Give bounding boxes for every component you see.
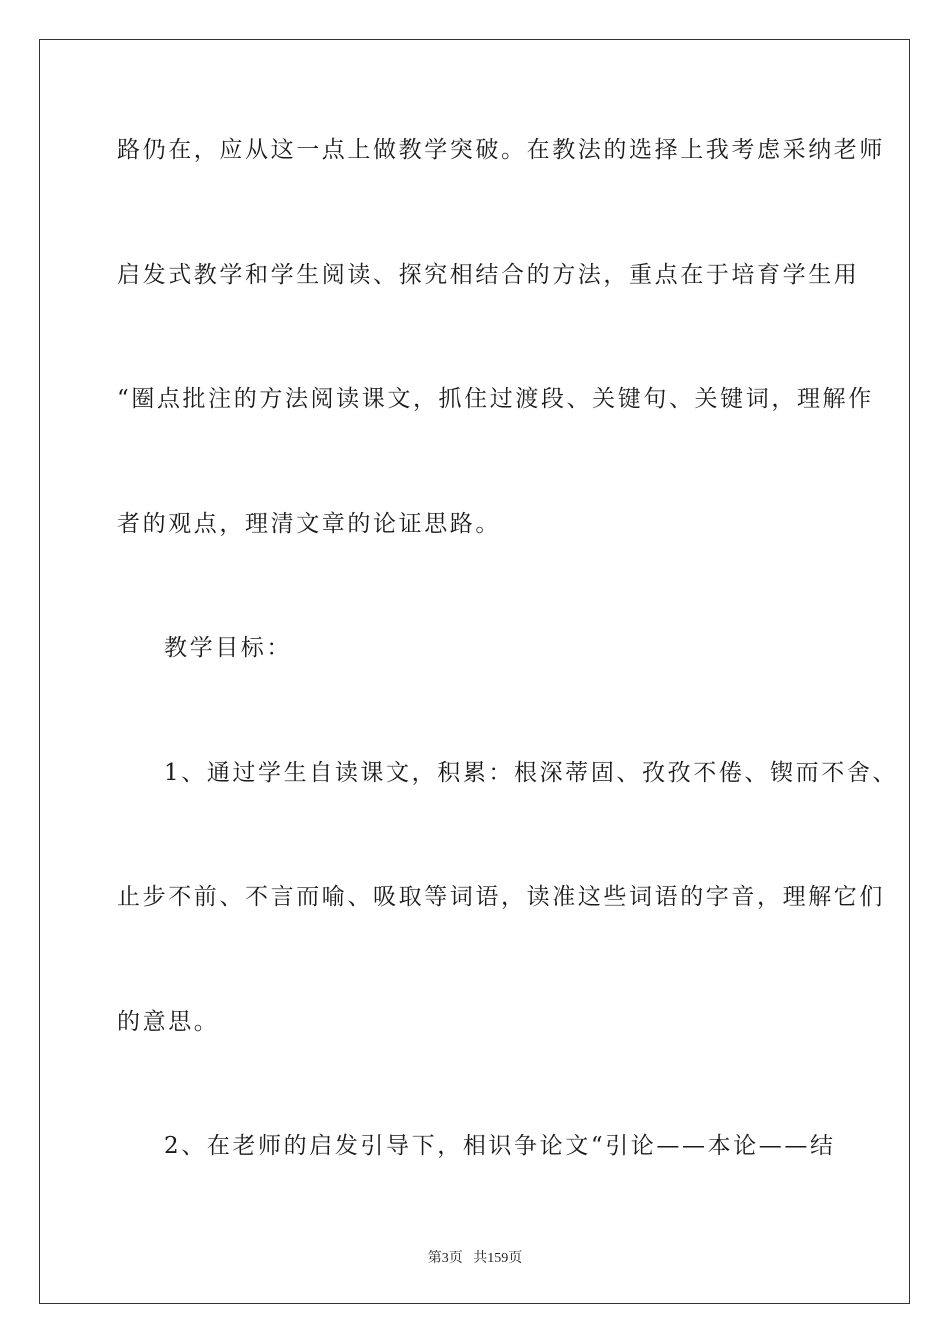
page-total: 共159页	[473, 1251, 523, 1266]
body-text-line: 启发式教学和学生阅读、探究相结合的方法，重点在于培育学生用	[117, 262, 860, 288]
body-text-line: 路仍在，应从这一点上做教学突破。在教法的选择上我考虑采纳老师	[117, 137, 885, 163]
page-number: 第3页	[427, 1251, 463, 1266]
body-text-line: “圈点批注的方法阅读课文，抓住过渡段、关键句、关键词，理解作	[117, 386, 874, 412]
section-heading: 教学目标：	[164, 635, 292, 661]
body-text-line: 止步不前、不言而喻、吸取等词语，读准这些词语的字音，理解它们	[117, 884, 885, 910]
page-frame	[39, 39, 910, 1304]
page-footer	[0, 1247, 950, 1267]
body-text-line: 者的观点，理清文章的论证思路。	[117, 511, 501, 537]
list-item-text: 2、在老师的启发引导下，相识争论文“引论——本论——结	[164, 1133, 836, 1159]
list-item-text: 1、通过学生自读课文，积累：根深蒂固、孜孜不倦、锲而不舍、	[164, 760, 899, 786]
body-text-line: 的意思。	[117, 1009, 220, 1035]
